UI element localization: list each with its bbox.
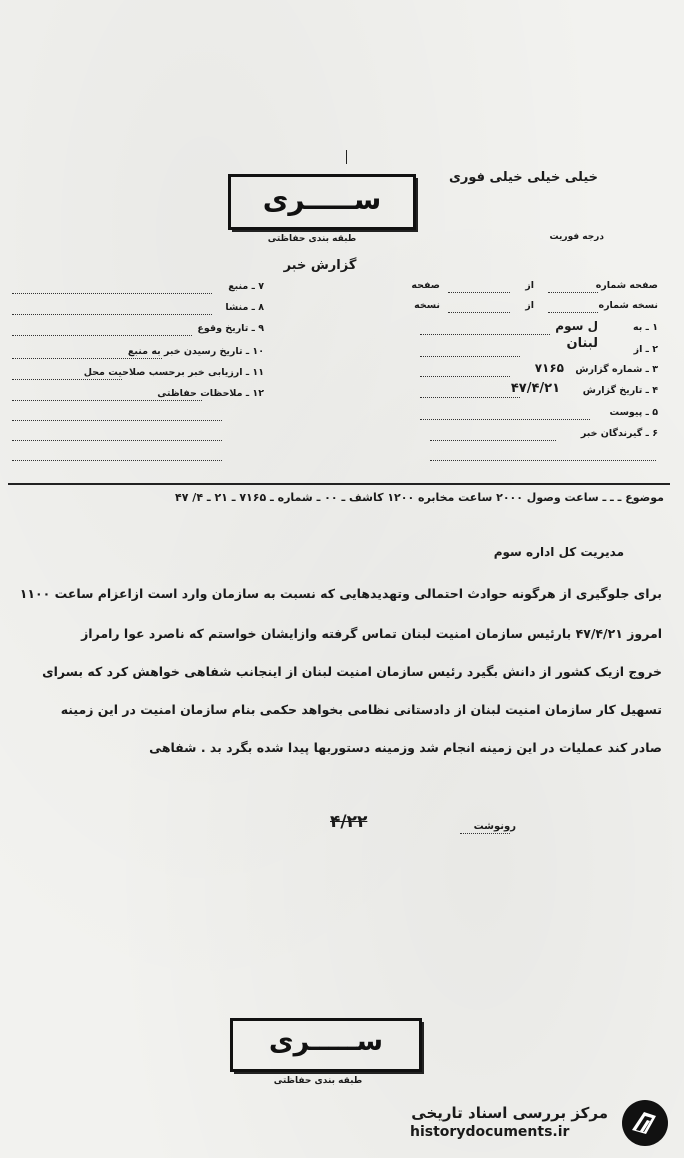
field-source-label: ۷ ـ منبع [228,281,264,292]
top-mark [346,150,347,164]
field-to-label: ۱ ـ به [632,322,658,333]
field-report-date-value: ۴۷/۴/۲۱ [510,381,560,396]
field-to-value: ل سوم [555,319,598,333]
watermark-title: مرکز بررسی اسناد تاریخی [411,1104,608,1122]
field-dots [430,440,556,441]
report-title: گزارش خبر [283,258,357,273]
body-line-3: خروج ازیک کشور از دانش بگیرد رئیس سازمان امنیت لبنان از اینجانب شفاهی خواهش کرد که بسرای [42,664,662,679]
field-recipients-label: ۶ ـ گیرندگان خبر [580,428,658,439]
field-dots [420,356,520,357]
priority-label: درجه فوریت [549,232,604,242]
field-dots [548,312,598,313]
watermark-url: historydocuments.ir [410,1124,570,1140]
field-from-value: لبنان [566,336,598,351]
field-arrival-date-label: ۱۰ ـ تاریخ رسیدن خبر به منبع [127,346,264,357]
signature-date: ۴/۲۲ [330,812,368,832]
field-dots [12,400,202,401]
field-dots [12,314,212,315]
field-dots [448,312,510,313]
body-line-5: صادر کند عملیات در این زمینه انجام شد وزمینه دستوربها پیدا شده بگرد بد . شفاهی [149,740,662,755]
field-report-number-label: ۳ ـ شماره گزارش [575,364,658,375]
field-dots [448,292,510,293]
field-copy-number-label: نسخه شماره [598,300,658,311]
field-dots [12,358,162,359]
field-page-suffix: صفحه [411,280,440,291]
field-evaluation-label: ۱۱ ـ ارزیابی خبر برحسب صلاحیت محل [83,367,264,378]
field-dots [12,460,222,461]
urgency-heading: خیلی خیلی خیلی فوری [448,170,598,185]
field-page-from: از [525,280,534,291]
field-attachment-label: ۵ ـ پیوست [609,407,658,418]
field-dots [420,334,550,335]
field-dots [430,460,656,461]
stamp-bottom-caption: طبقه بندی حفاظتی [273,1076,363,1086]
field-dots [12,420,222,421]
document-archive-icon [622,1100,668,1146]
body-line-4: تسهیل کار سازمان امنیت لبنان از دادستانی نظامی بخواهد حکمی بنام سازمان امنیت در این زمینه [60,702,662,717]
field-occurrence-date-label: ۹ ـ تاریخ وقوع [197,323,264,334]
field-report-number-value: ۷۱۶۵ [534,361,564,375]
field-copy-suffix: نسخه [414,300,440,311]
secret-stamp-bottom [230,1018,422,1072]
body-line-2: امروز ۴۷/۴/۲۱ بارئیس سازمان امنیت لبنان تماس گرفته وازایشان خواستم که ناصرد عوا رامراز [81,626,662,641]
field-from-label: ۲ ـ از [633,344,658,355]
body-salutation: مدیریت کل اداره سوم [493,545,624,559]
field-dots [12,335,192,336]
stamp-top-caption: طبقه بندی حفاظتی [267,234,357,244]
signoff-dots [460,833,510,834]
field-dots [12,440,222,441]
field-page-number-label: صفحه شماره [595,280,658,291]
signoff-label: رونوشت [473,821,516,832]
field-security-notes-label: ۱۲ ـ ملاحظات حفاظتی [157,388,264,399]
field-dots [548,292,598,293]
subject-line: موضوع ـ ـ ـ ساعت وصول ۲۰۰۰ ساعت مخابره ۱۲۰۰ کاشف ـ ۰۰ ـ شماره ـ ۷۱۶۵ ـ ۲۱ ـ ۴/ ۴۷ [175,491,664,504]
stamp-top-text: ســـــری [262,183,382,216]
stamp-bottom-text: ســـــری [268,1026,384,1057]
field-dots [420,376,510,377]
section-divider [8,483,670,485]
field-dots [12,293,212,294]
field-dots [12,379,122,380]
field-dots [420,419,590,420]
secret-stamp-top [228,174,416,230]
field-report-date-label: ۴ ـ تاریخ گزارش [582,385,658,396]
field-copy-from: از [525,300,534,311]
field-dots [420,397,520,398]
field-origin-label: ۸ ـ منشا [225,302,264,313]
body-line-1: برای جلوگیری از هرگونه حوادث احتمالی وتهدیدهایی که نسبت به سازمان وارد است ازاعزام ساعت ۱۱۰۰ [19,586,662,601]
